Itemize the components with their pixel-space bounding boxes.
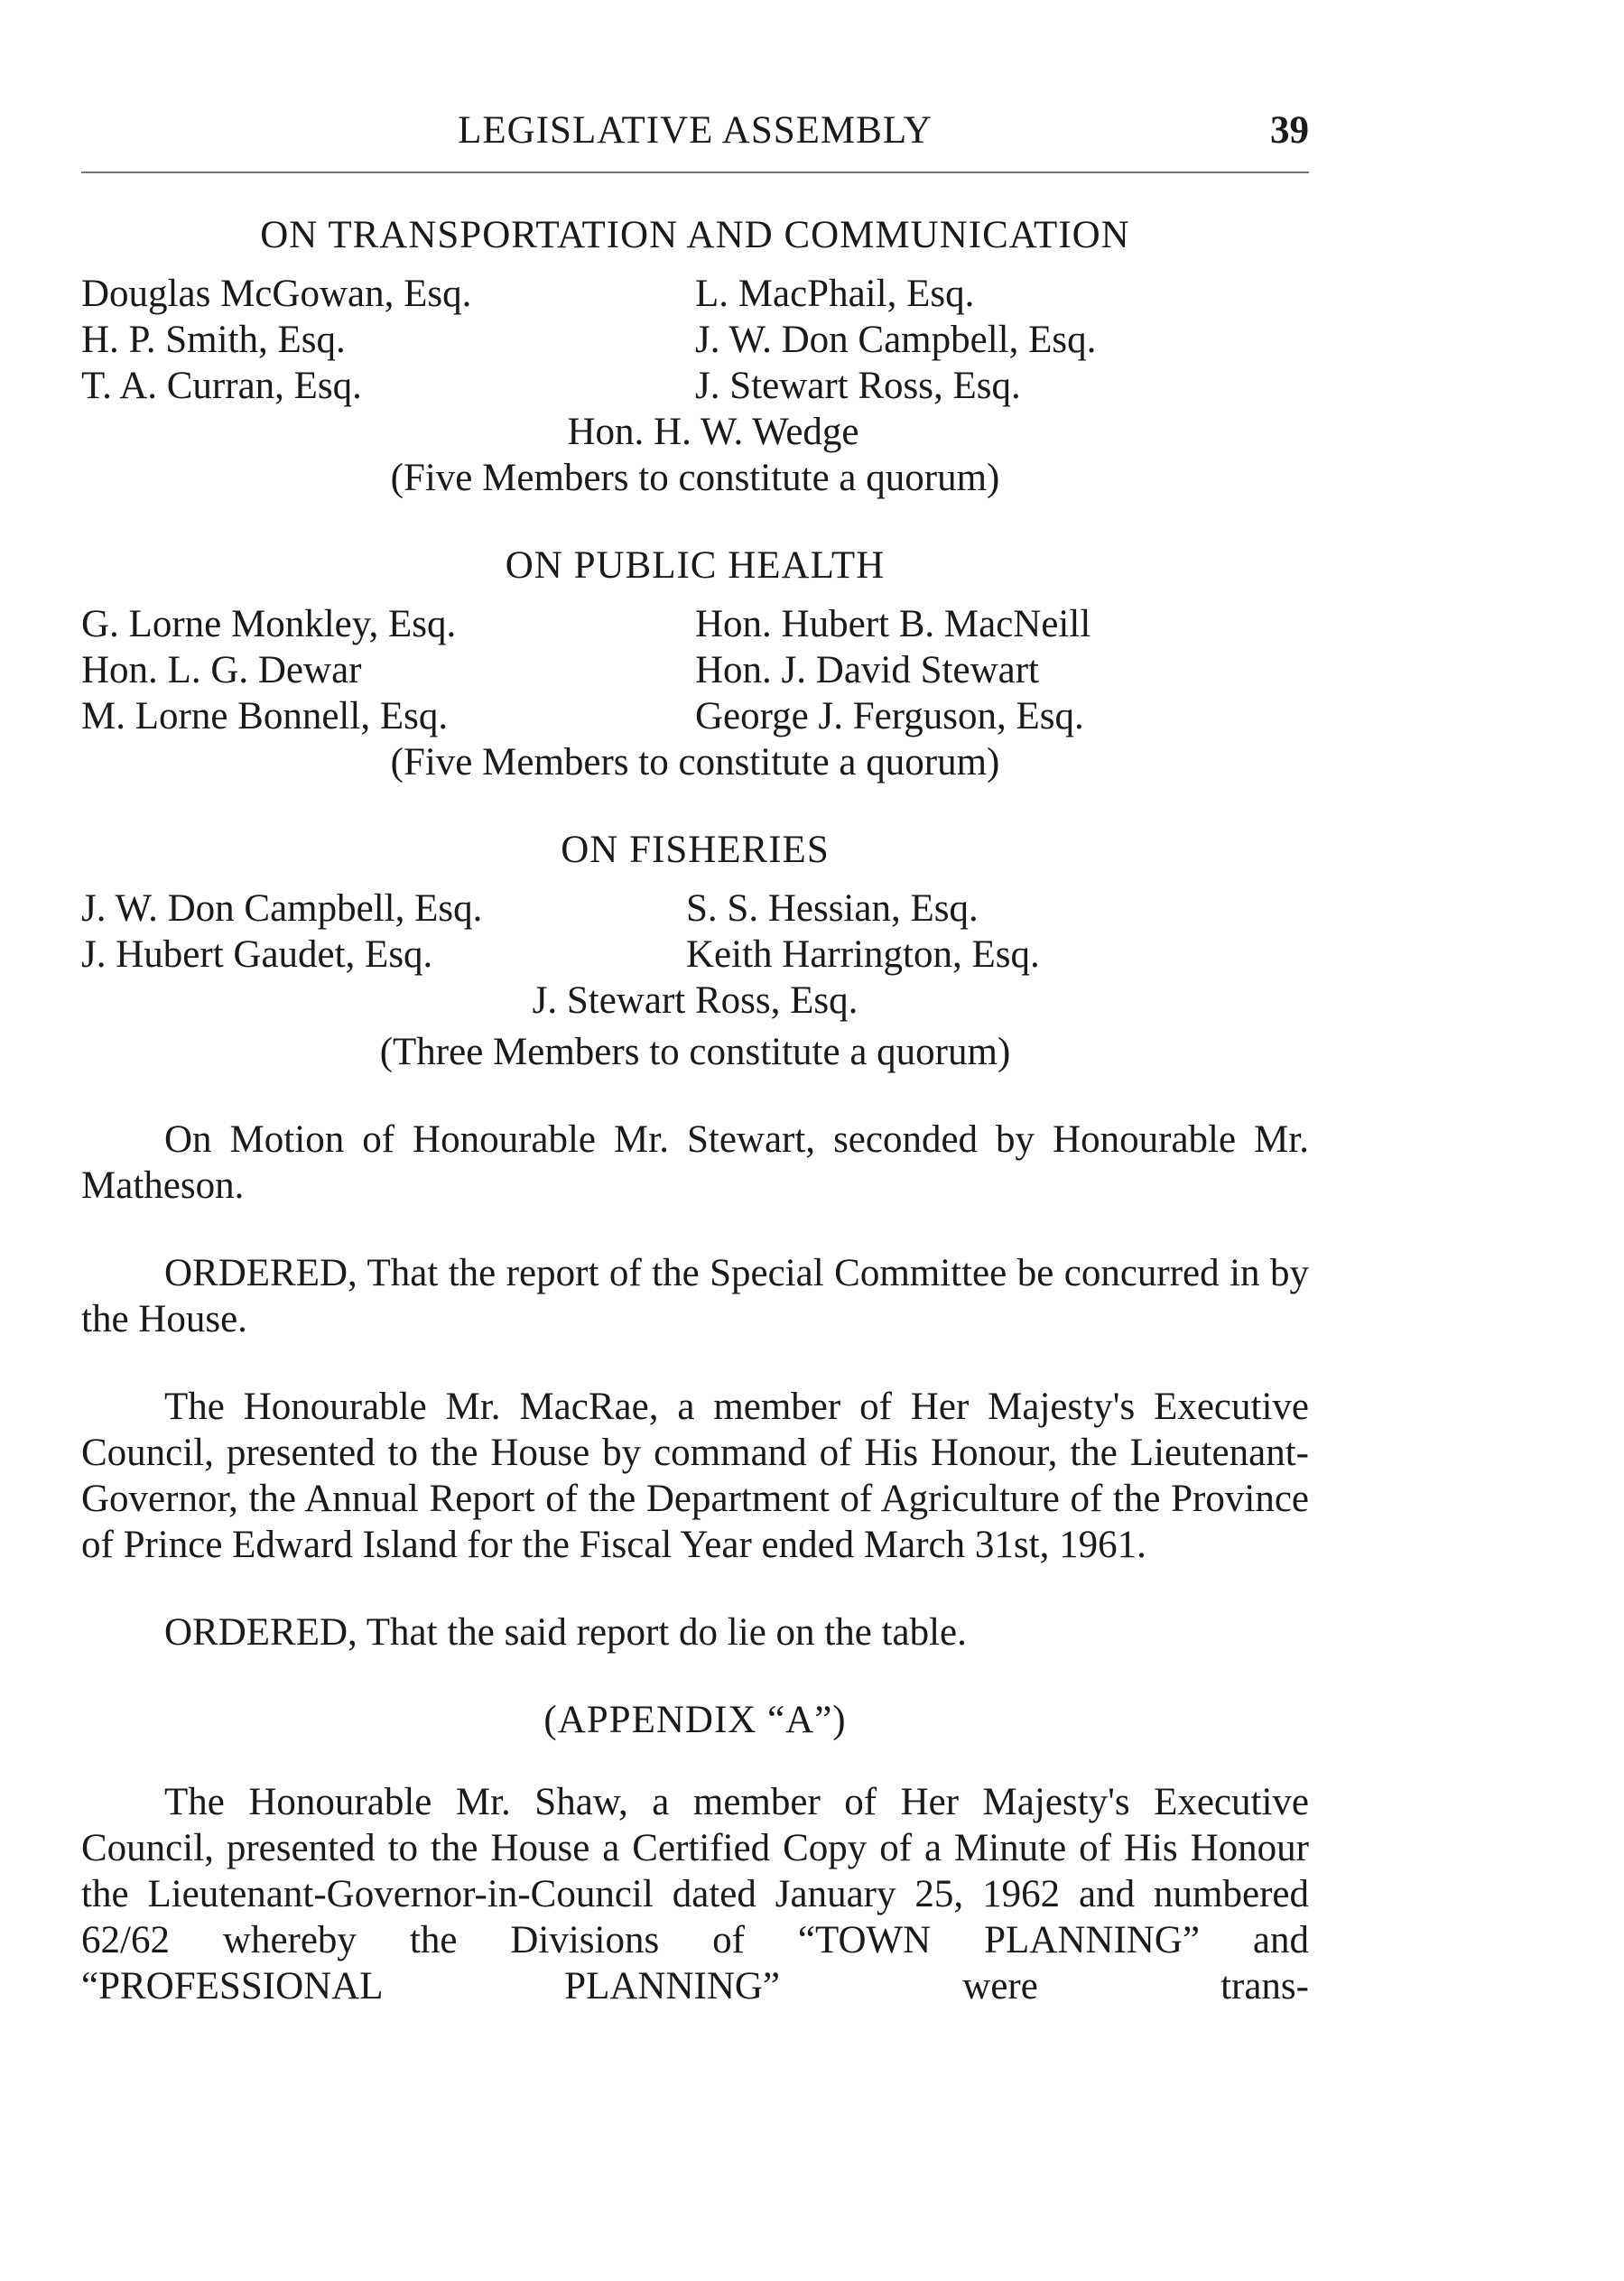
- committee-public-health: [81, 542, 1309, 785]
- member-name: J. W. Don Campbell, Esq.: [695, 319, 1097, 361]
- header-rule: [81, 172, 1309, 173]
- member-name-centered: J. Stewart Ross, Esq.: [532, 979, 858, 1022]
- appendix-heading: (APPENDIX “A”): [543, 1699, 847, 1741]
- member-name: S. S. Hessian, Esq.: [686, 887, 979, 930]
- shaw-paragraph: The Honourable Mr. Shaw, a member of Her Majesty's Executive Council, presented to the House a Certified Copy of a Minute of His Honour the Lieutenant-Governor-in-Council dated January 25, 1962 and numbered 62/62 whereby the Divisions of “TOWN PLANNING” and “PROFESSIONAL PLANNING” were trans-: [81, 1781, 1309, 2007]
- running-title: LEGISLATIVE ASSEMBLY: [458, 109, 933, 152]
- member-name: M. Lorne Bonnell, Esq.: [81, 695, 449, 737]
- committee-transportation: [81, 212, 1309, 501]
- member-name: George J. Ferguson, Esq.: [695, 695, 1084, 737]
- quorum-note: (Three Members to constitute a quorum): [379, 1031, 1011, 1073]
- ordered-paragraph: ORDERED, That the report of the Special Committee be concurred in by the House.: [81, 1252, 1309, 1340]
- macrae-paragraph: The Honourable Mr. MacRae, a member of Her Majesty's Executive Council, presented to the House by command of His Honour, the Lieutenant-Governor, the Annual Report of the Department of Agriculture of the Province of Prince Edward Island for the Fiscal Year ended March 31st, 1961.: [81, 1386, 1309, 1566]
- committee-heading: ON TRANSPORTATION AND COMMUNICATION: [260, 214, 1130, 256]
- quorum-note: (Five Members to constitute a quorum): [390, 457, 1000, 499]
- member-name: J. Stewart Ross, Esq.: [695, 365, 1021, 407]
- motion-paragraph: On Motion of Honourable Mr. Stewart, seconded by Honourable Mr. Matheson.: [81, 1118, 1309, 1207]
- member-name: J. Hubert Gaudet, Esq.: [81, 933, 433, 976]
- page-body: [81, 212, 1309, 2009]
- member-name: H. P. Smith, Esq.: [81, 319, 346, 361]
- member-name: G. Lorne Monkley, Esq.: [81, 603, 457, 645]
- member-name: Hon. L. G. Dewar: [81, 649, 362, 691]
- member-name: Hon. Hubert B. MacNeill: [695, 603, 1091, 645]
- member-name: L. MacPhail, Esq.: [695, 273, 975, 315]
- committee-heading: ON PUBLIC HEALTH: [505, 544, 886, 587]
- ordered-paragraph: ORDERED, That the said report do lie on the table.: [164, 1611, 967, 1654]
- quorum-note: (Five Members to constitute a quorum): [390, 741, 1000, 784]
- committee-heading: ON FISHERIES: [561, 829, 830, 871]
- member-name: Keith Harrington, Esq.: [686, 933, 1040, 976]
- committee-fisheries: [81, 827, 1309, 1075]
- member-name: J. W. Don Campbell, Esq.: [81, 887, 483, 930]
- member-name: T. A. Curran, Esq.: [81, 365, 362, 407]
- page-number: 39: [1270, 109, 1309, 152]
- member-name-centered: Hon. H. W. Wedge: [567, 411, 859, 453]
- member-name: Hon. J. David Stewart: [695, 649, 1039, 691]
- running-header: [81, 108, 1309, 162]
- member-name: Douglas McGowan, Esq.: [81, 273, 472, 315]
